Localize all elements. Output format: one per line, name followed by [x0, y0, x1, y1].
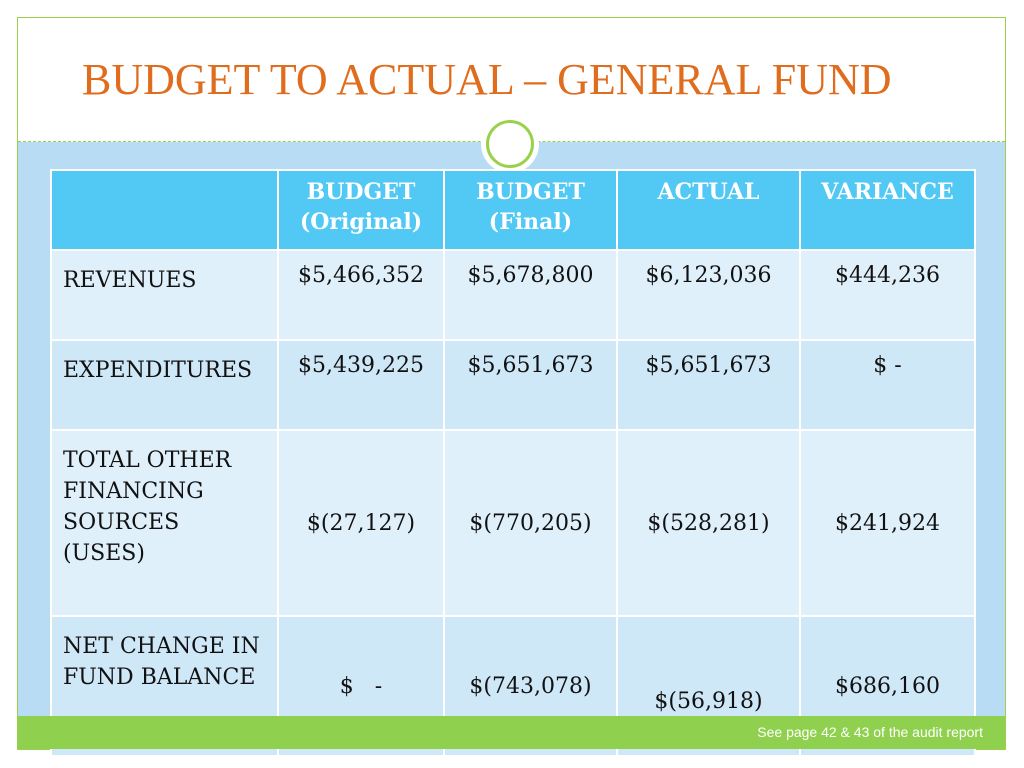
table-row-revenues [51, 250, 975, 340]
cell-budget-original: $5,439,225 [278, 340, 444, 430]
row-label [51, 430, 278, 616]
circle-ornament-icon [486, 120, 534, 168]
table-header-row [51, 170, 975, 250]
cell-actual: $(56,918) [617, 616, 800, 756]
table-row-other-financing [51, 430, 975, 616]
cell-actual: $6,123,036 [617, 250, 800, 340]
cell-actual: $(528,281) [617, 430, 800, 616]
slide-title: BUDGET TO ACTUAL – GENERAL FUND [82, 55, 892, 104]
header-budget-original [278, 170, 444, 250]
header-budget-final [444, 170, 617, 250]
header-variance: VARIANCE [800, 170, 975, 250]
row-label-line: FINANCING [63, 479, 204, 504]
cell-variance: $241,924 [800, 430, 975, 616]
cell-actual: $5,651,673 [617, 340, 800, 430]
header-budget-final-line2: (Final) [488, 209, 573, 235]
budget-table [50, 169, 976, 757]
header-budget-original-line2: (Original) [299, 209, 423, 235]
footer-bar [18, 716, 1005, 749]
cell-budget-original: $ - [278, 616, 444, 756]
row-label-line: TOTAL OTHER [63, 448, 232, 473]
header-budget-original-line1: BUDGET [306, 179, 416, 205]
cell-budget-final: $(770,205) [444, 430, 617, 616]
row-label-line: SOURCES [63, 510, 180, 535]
row-label-line: (USES) [63, 541, 145, 566]
row-label-line: FUND BALANCE [63, 665, 256, 690]
cell-budget-original: $(27,127) [278, 430, 444, 616]
cell-variance: $686,160 [800, 616, 975, 756]
cell-budget-original: $5,466,352 [278, 250, 444, 340]
cell-variance: $444,236 [800, 250, 975, 340]
row-label-line: NET CHANGE IN [63, 634, 260, 659]
row-label: EXPENDITURES [51, 340, 278, 430]
footer-note: See page 42 & 43 of the audit report [757, 724, 983, 740]
header-budget-final-line1: BUDGET [476, 179, 585, 205]
header-actual: ACTUAL [617, 170, 800, 250]
cell-budget-final: $(743,078) [444, 616, 617, 756]
row-label: REVENUES [51, 250, 278, 340]
cell-variance: $ - [800, 340, 975, 430]
cell-budget-final: $5,678,800 [444, 250, 617, 340]
table-row-expenditures [51, 340, 975, 430]
header-label [51, 170, 278, 250]
cell-budget-final: $5,651,673 [444, 340, 617, 430]
